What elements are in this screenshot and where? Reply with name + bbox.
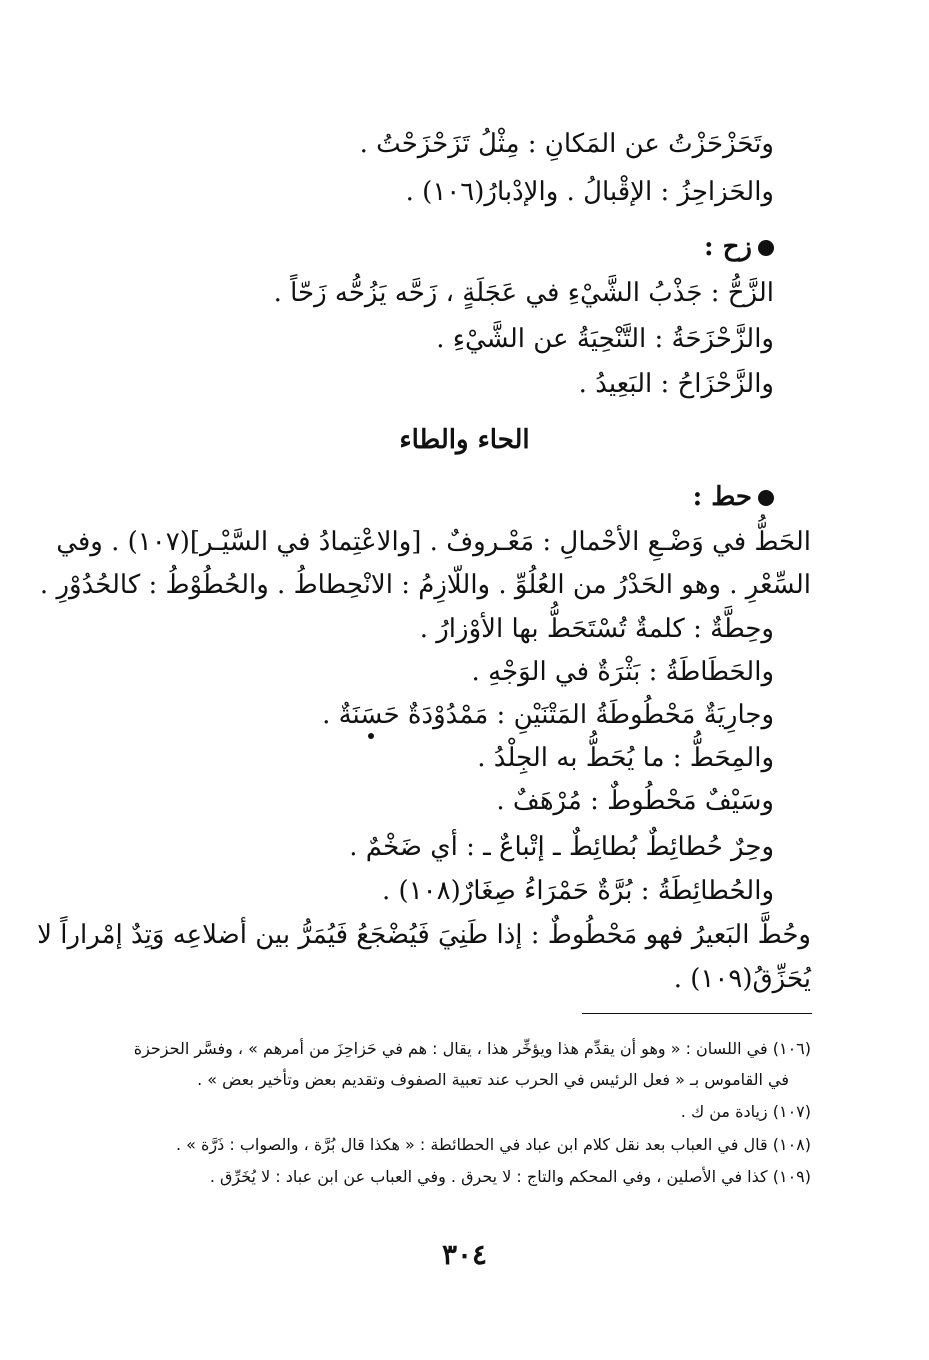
text-line-10: السِّعْرِ . وهو الحَدْرُ من العُلُوِّ . واللّازِمُ : الانْحِطاطُ . والحُطُوْطُ : كالحُدُوْرِ . <box>39 570 811 600</box>
entry-heading-zh <box>704 230 774 264</box>
text-line-6: والزَّحْزَاحُ : البَعِيدُ . <box>578 369 774 399</box>
footnote-106: (١٠٦) في اللسان : « وهو أن يقدِّم هذا ويؤخِّر هذا ، يقال : هم في حَزاحِزَ من أمرهم » ، وفسَّر الحزحزة <box>133 1039 811 1058</box>
footnote-107: (١٠٧) زيادة من ك . <box>680 1102 811 1121</box>
text-line-9: الحَطُّ في وَضْـعِ الأحْمالِ : مَعْـروفٌ . [والاعْتِمادُ في السَّيْـر](١٠٧) . وفي <box>56 527 811 557</box>
footnote-109: (١٠٩) كذا في الأصلين ، وفي المحكم والتاج : لا يحرق . وفي العباب عن ابن عباد : لا يُخَرِّق . <box>209 1167 811 1186</box>
text-line-2: والحَزاحِزُ : الإقْبالُ . والإدْبارُ(١٠٦) . <box>405 177 774 207</box>
text-line-16: وحِرٌ حُطائِطٌ بُطائِطٌ ـ إتْباعٌ ـ : أي ضَخْمٌ . <box>349 832 774 862</box>
section-title: الحاء والطاء <box>399 425 530 455</box>
entry-heading-zh-text: زح : <box>704 232 752 262</box>
text-line-4: الزَّحُّ : جَذْبُ الشَّيْءِ في عَجَلَةٍ ، زَحَّه يَزُحُّه زَحّاً . <box>273 278 774 308</box>
text-line-15: وسَيْفٌ مَحْطُوطٌ : مُرْهَفٌ . <box>496 786 774 816</box>
text-line-5: والزَّحْزَحَةُ : التَّنْحِيَةُ عن الشَّيْءِ . <box>436 324 774 354</box>
bullet-icon <box>758 240 774 256</box>
text-line-17: والحُطائِطَةُ : بُرَّةٌ حَمْرَاءُ صِغَارٌ(١٠٨) . <box>382 876 774 906</box>
stray-dot <box>368 733 374 739</box>
entry-heading-ht-text: حط : <box>692 482 752 512</box>
footnote-108: (١٠٨) قال في العباب بعد نقل كلام ابن عباد في الحطائطة : « هكذا قال بُرَّة ، والصواب : ذَرَّة » . <box>175 1135 811 1154</box>
text-line-14: والمِحَطُّ : ما يُحَطُّ به الجِلْدُ . <box>477 743 774 773</box>
text-line-19: يُحَزِّقُ(١٠٩) . <box>673 964 811 994</box>
text-line-1: وتَحَزْحَزْتُ عن المَكانِ : مِثْلُ تَزَحْزَحْتُ . <box>359 129 774 159</box>
page-number: ٣٠٤ <box>441 1238 488 1271</box>
entry-heading-ht <box>693 480 774 514</box>
bullet-icon <box>758 490 774 506</box>
text-line-12: والحَطَاطَةُ : بَثْرَةٌ في الوَجْهِ . <box>471 657 774 687</box>
text-line-11: وحِطَّةٌ : كلمةٌ تُسْتَحَطُّ بها الأوْزارُ . <box>419 614 774 644</box>
footnote-106-cont: في القاموس بـ « فعل الرئيس في الحرب عند تعبية الصفوف وتقديم بعض وتأخير بعض » . <box>197 1070 789 1089</box>
footnote-separator <box>582 1013 812 1014</box>
text-line-18: وحُطَّ البَعيرُ فهو مَحْطُوطٌ : إذا طَنِيَ فَيُضْجَعُ فَيُمَرُّ بين أضلاعِه وَتِدٌ إمْراراً لا <box>37 920 811 950</box>
text-line-13: وجارِيَةٌ مَحْطُوطَةُ المَتْنَيْنِ : مَمْدُوْدَةٌ حَسَنَةٌ . <box>322 700 774 730</box>
